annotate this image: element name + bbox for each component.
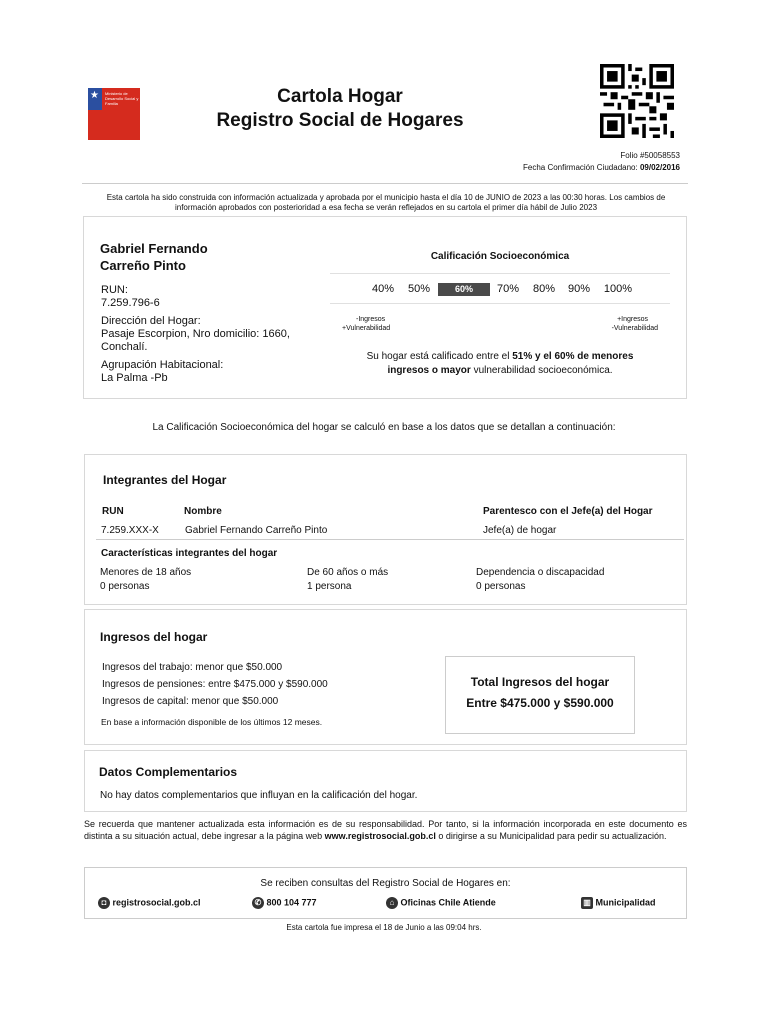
total-ingresos-title: Total Ingresos del hogar [470,675,610,689]
ministry-name: Ministerio de Desarrollo Social y Familia [105,91,139,106]
ministry-logo: ★ Ministerio de Desarrollo Social y Familia [88,88,140,140]
consultas-panel [84,867,687,919]
print-footer: Esta cartola fue impresa el 18 de Junio a las 09:04 hrs. [286,923,482,932]
complementarios-title: Datos Complementarios [99,765,238,779]
fecha-confirmacion: Fecha Confirmación Ciudadano: 09/02/2016 [522,163,680,172]
update-notice: Esta cartola ha sido construida con información actualizada y aprobada por el municipio hasta el día 10 de JUNIO de 2023 a las 00:30 horas. Los cambios de información aprobados con posterioridad a esa fecha se verán reflejados en su cartola el primer día hábil de Julio 2023 [106,193,666,212]
ingresos-list: Ingresos del trabajo: menor que $50.000 Ingresos de pensiones: entre $475.000 y $590.000 Ingresos de capital: menor que $50.000 [102,662,328,707]
registro-link[interactable]: www.registrosocial.gob.cl [324,831,436,841]
percent-80: 80% [532,283,556,295]
dependencia-block: Dependencia o discapacidad 0 personas [476,567,605,592]
row-parentesco: Jefe(a) de hogar [483,525,557,536]
calificacion-summary: Su hogar está calificado entre el 51% y el 60% de menores ingresos o mayor vulnerabilidad socioeconómica. [366,351,634,376]
row-nombre: Gabriel Fernando Carreño Pinto [185,525,328,536]
direccion-block: Dirección del Hogar: Pasaje Escorpion, Nro domicilio: 1660, Conchalí. [101,315,290,353]
percent-40: 40% [371,283,395,295]
percent-60: 60% [438,283,490,296]
complementarios-panel [84,750,687,812]
scale-left-label: -Ingresos +Vulnerabilidad [342,316,391,332]
total-ingresos-value: Entre $475.000 y $590.000 [466,696,614,710]
percent-90: 90% [567,283,591,295]
scale-right-label: +Ingresos -Vulnerabilidad [611,316,658,332]
ingresos-title: Ingresos del hogar [100,630,208,644]
percent-50: 50% [407,283,431,295]
folio: Folio #50058553 [620,151,680,160]
phone-contact[interactable]: ✆ 800 104 777 [252,897,317,909]
municipalidad-contact[interactable]: ▥ Municipalidad [581,897,656,909]
phone-icon: ✆ [252,897,264,909]
recordatorio: Se recuerda que mantener actualizada esta información es de su responsabilidad. Por tanto, si la información incorporada en este documento es distinta a su situación actual, debe ingresar a la página web www.registrosocial.gob.cl o dirigirse a su Municipalidad para pedir su actualización. [84,819,687,841]
person-name: Gabriel Fernando Carreño Pinto [100,241,208,273]
calificacion-title: Calificación Socioeconómica [430,251,570,262]
mayores-block: De 60 años o más 1 persona [307,567,389,592]
percent-70: 70% [496,283,520,295]
page-title: Cartola Hogar [277,86,403,107]
calc-note: La Calificación Socioeconómica del hogar se calculó en base a los datos que se detallan a continuación: [152,422,616,433]
web-contact[interactable]: ◘ registrosocial.gob.cl [98,897,201,909]
caracteristicas-title: Características integrantes del hogar [101,548,278,559]
menores-block: Menores de 18 años 0 personas [100,567,192,592]
complementarios-text: No hay datos complementarios que influyan en la calificación del hogar. [100,790,418,801]
web-icon: ◘ [98,897,110,909]
row-run: 7.259.XXX-X [101,525,159,536]
consultas-title: Se reciben consultas del Registro Social de Hogares en: [260,878,511,889]
col-nombre: Nombre [184,506,222,517]
home-icon: ⌂ [386,897,398,909]
integrantes-title: Integrantes del Hogar [103,473,227,487]
run-block: RUN: 7.259.796-6 [101,284,160,309]
ingresos-base-note: En base a información disponible de los últimos 12 meses. [101,717,323,727]
divider [82,183,688,184]
building-icon: ▥ [581,897,593,909]
total-ingresos-box [445,656,635,734]
qr-code [600,64,674,138]
col-parentesco: Parentesco con el Jefe(a) del Hogar [483,506,653,517]
agrupacion-block: Agrupación Habitacional: La Palma -Pb [101,359,224,384]
oficinas-contact[interactable]: ⌂ Oficinas Chile Atiende [386,897,496,909]
percent-100: 100% [603,283,633,295]
col-run: RUN [102,506,124,517]
page-subtitle: Registro Social de Hogares [216,110,464,131]
